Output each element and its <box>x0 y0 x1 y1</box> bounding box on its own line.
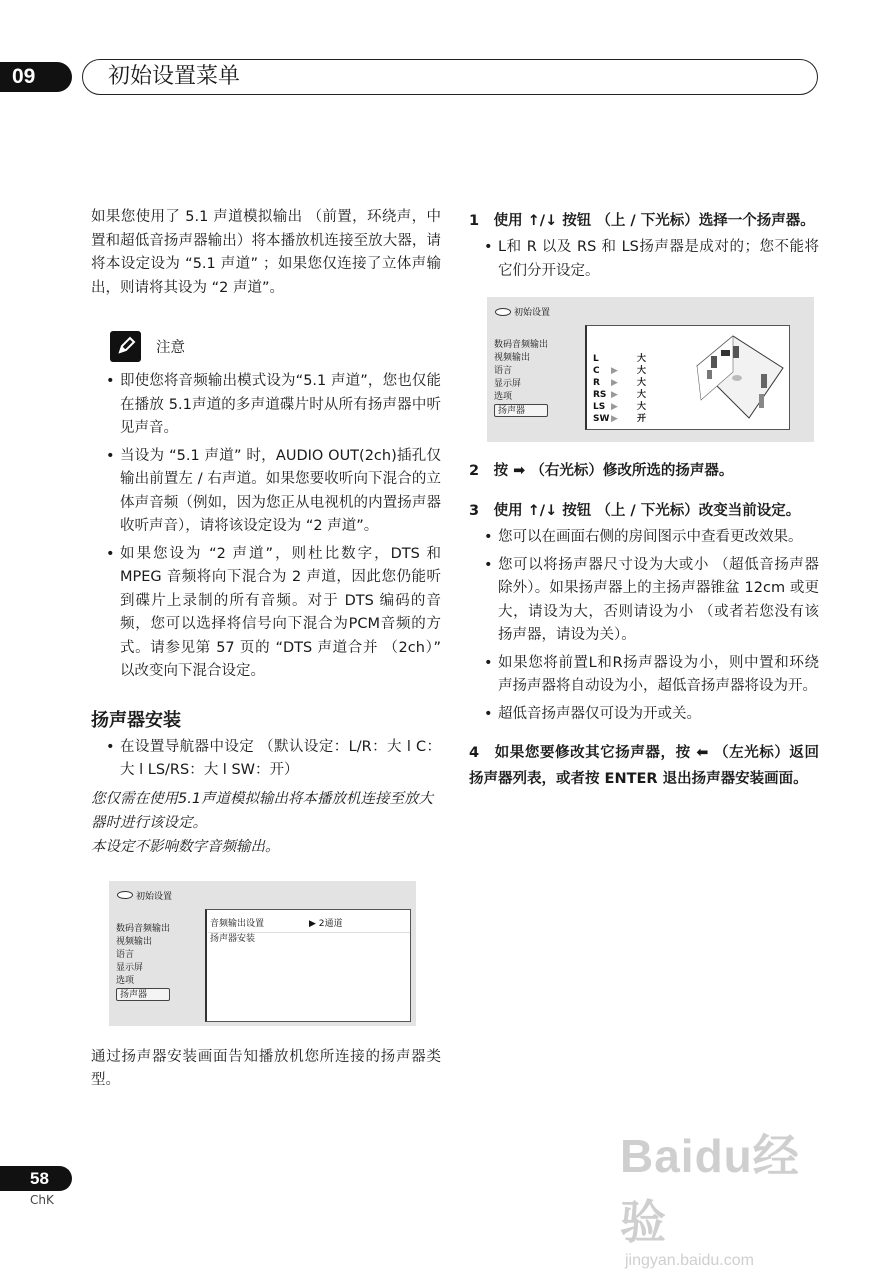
speaker-row[interactable]: R ▶ 大 <box>593 378 647 388</box>
menu-item[interactable]: 数码音频输出 <box>494 340 549 350</box>
step-3-bullet: • 超低音扬声器仅可设为开或关。 <box>469 703 819 727</box>
speaker-row[interactable]: SW ▶ 开 <box>593 414 647 424</box>
disc-icon <box>495 308 511 316</box>
setting-row[interactable]: 音频输出设置 ▶ 2通道 <box>210 918 343 929</box>
step-1-bullets <box>469 236 819 283</box>
room-diagram-icon <box>693 332 787 424</box>
step-3-bullet: • 您可以在画面右侧的房间图示中查看更改效果。 <box>469 526 819 550</box>
speaker-list <box>593 353 653 425</box>
setting-row-selected[interactable]: 扬声器安装 <box>208 932 410 945</box>
intro-paragraph: 如果您使用了 5.1 声道模拟输出 （前置，环绕声，中置和超低音扬声器输出）将本播放机连接至放大器，请将本设定设为 “5.1 声道” ；如果您仅连接了立体声输出，则请将其设为 “2 声道”。 <box>91 209 441 296</box>
watermark-logo: Baidu经验 <box>620 1130 800 1248</box>
step-4: 4 如果您要修改其它扬声器，按 ⬅ （左光标）返回扬声器列表，或者按 ENTER 退出扬声器安装画面。 <box>469 745 819 787</box>
screen-title: 初始设置 <box>514 308 551 318</box>
speaker-row[interactable]: LS ▶ 大 <box>593 402 647 412</box>
step-3-bullets <box>469 526 819 726</box>
menu-item-selected[interactable]: 扬声器 <box>116 988 170 1001</box>
setup-screen-audio <box>109 881 416 1026</box>
step-3-bullet: • 如果您将前置L和R扬声器设为小，则中置和环绕声扬声器将自动设为小，超低音扬声器将设为开。 <box>469 652 819 699</box>
section-bullet-list <box>91 736 441 783</box>
speaker-row[interactable]: C ▶ 大 <box>593 366 647 376</box>
step-1: 1 使用 ↑/↓ 按钮 （上 / 下光标）选择一个扬声器。 <box>469 213 815 229</box>
note-item: • 即使您将音频输出模式设为“5.1 声道”，您也仅能在播放 5.1声道的多声道碟片时从所有扬声器中听见声音。 <box>91 370 441 441</box>
chapter-title: 初始设置菜单 <box>108 64 241 89</box>
menu-item-selected[interactable]: 扬声器 <box>494 404 548 417</box>
screen-title: 初始设置 <box>136 891 173 902</box>
menu-item[interactable]: 显示屏 <box>494 379 522 389</box>
menu-item[interactable]: 显示屏 <box>116 962 144 973</box>
watermark <box>620 1120 830 1269</box>
speaker-pane <box>585 325 790 430</box>
step-3: 3 使用 ↑/↓ 按钮 （上 / 下光标）改变当前设定。 <box>469 503 801 519</box>
menu-item[interactable]: 数码音频输出 <box>116 923 171 934</box>
section-title: 扬声器安装 <box>91 709 181 731</box>
menu-item[interactable]: 语言 <box>116 949 135 960</box>
menu-item[interactable]: 选项 <box>494 392 513 402</box>
setup-screen-speakers <box>487 297 814 442</box>
page-number: 58 <box>0 1166 72 1191</box>
language-code: ChK <box>30 1193 54 1207</box>
speaker-row[interactable]: RS ▶ 大 <box>593 390 647 400</box>
disc-icon <box>117 891 133 899</box>
pencil-icon <box>110 331 141 362</box>
note-header <box>110 330 441 362</box>
note-item: • 如果您设为 “2 声道”，则杜比数字，DTS 和 MPEG 音频将向下混合为 2 声道，因此您仍能听到碟片上录制的所有音频。对于 DTS 编码的音频，您可以选择将信号向下混合为PCM音频的方式。请参见第 57 页的 “DTS 声道合并 （2ch）” 以改变向下混合设定。 <box>91 543 441 684</box>
screen-menu <box>116 923 170 1001</box>
speaker-row[interactable]: L 大 <box>593 354 647 364</box>
settings-pane <box>205 909 411 1022</box>
menu-item[interactable]: 视频输出 <box>116 936 153 947</box>
left-column <box>91 206 441 1093</box>
note-item: • 当设为 “5.1 声道” 时，AUDIO OUT(2ch)插孔仅输出前置左 / 右声道。如果您要收听向下混合的立体声音频（例如，因为您正从电视机的内置扬声器收听声音），请将该设定设为 “2 声道”。 <box>91 445 441 539</box>
italic-note-1: 您仅需在使用5.1声道模拟输出将本播放机连接至放大器时进行该设定。 <box>91 790 434 831</box>
menu-item[interactable]: 视频输出 <box>494 353 531 363</box>
section-bullet: • 在设置导航器中设定 （默认设定：L/R：大 l C：大 l LS/RS：大 l SW：开） <box>91 736 441 783</box>
menu-item[interactable]: 语言 <box>494 366 513 376</box>
italic-note-2: 本设定不影响数字音频输出。 <box>91 838 280 855</box>
setting-value: ▶ 2通道 <box>309 918 343 929</box>
screen-menu <box>494 339 548 417</box>
menu-item[interactable]: 选项 <box>116 975 135 986</box>
step-1-bullet: • L和 R 以及 RS 和 LS扬声器是成对的；您不能将它们分开设定。 <box>469 236 819 283</box>
step-2: 2 按 ➡ （右光标）修改所选的扬声器。 <box>469 463 734 479</box>
chapter-number: 09 <box>0 62 72 92</box>
note-label: 注意 <box>156 339 185 356</box>
screen-caption: 通过扬声器安装画面告知播放机您所连接的扬声器类型。 <box>91 1048 441 1088</box>
watermark-url: jingyan.baidu.com <box>625 1252 754 1269</box>
step-3-bullet: • 您可以将扬声器尺寸设为大或小 （超低音扬声器除外）。如果扬声器上的主扬声器锥盆 12cm 或更大，请设为大，否则请设为小 （或者若您没有该扬声器，请设为关）。 <box>469 554 819 648</box>
right-column <box>469 208 819 792</box>
note-list <box>91 370 441 684</box>
